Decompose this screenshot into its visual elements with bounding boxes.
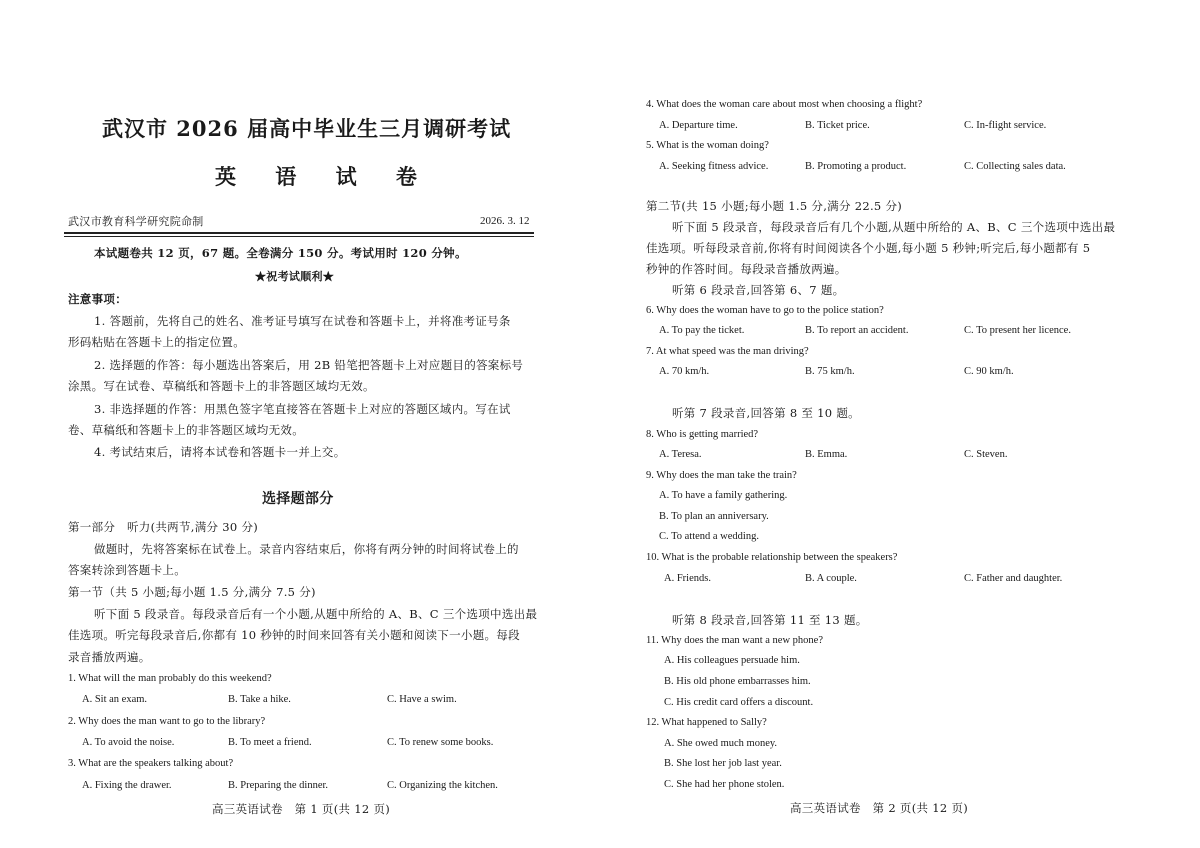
recording-cue: 听第 8 段录音,回答第 11 至 13 题。 [672, 613, 868, 627]
recording-cue: 听第 7 段录音,回答第 8 至 10 题。 [672, 406, 860, 420]
note-line: 4. 考试结束后，请将本试卷和答题卡一并上交。 [94, 445, 346, 459]
note-line: 3. 非选择题的作答：用黑色签字笔直接答在答题卡上对应的答题区域内。写在试 [94, 402, 511, 416]
option-a: A. Teresa. [659, 449, 702, 460]
page-footer: 高三英语试卷 第 2 页(共 12 页) [790, 801, 969, 815]
issuer: 武汉市教育科学研究院命制 [68, 215, 204, 228]
option-b: B. To meet a friend. [228, 737, 312, 748]
section2-heading: 第二节(共 15 小题;每小题 1.5 分,满分 22.5 分) [646, 199, 903, 213]
option-a: A. Friends. [664, 573, 711, 584]
option-b: B. Ticket price. [805, 120, 870, 131]
note-line: 1. 答题前，先将自己的姓名、准考证号填写在试卷和答题卡上，并将准考证号条 [94, 314, 511, 328]
section1-intro-line: 佳选项。听完每段录音后,你都有 10 秒钟的时间来回答有关小题和阅读下一小题。每段 [68, 628, 520, 642]
note-line: 形码粘贴在答题卡上的指定位置。 [68, 335, 245, 349]
question-4: 4. What does the woman care about most when choosing a flight? [646, 99, 923, 110]
option-b: B. A couple. [805, 573, 857, 584]
option-c: C. Collecting sales data. [964, 161, 1066, 172]
option-a: A. 70 km/h. [659, 366, 710, 377]
option-c: C. To attend a wedding. [659, 531, 759, 542]
option-b: B. She lost her job last year. [664, 758, 782, 769]
section2-intro-line: 听下面 5 段录音，每段录音后有几个小题,从题中所给的 A、B、C 三个选项中选出最 [672, 220, 1116, 234]
recording-cue: 听第 6 段录音,回答第 6、7 题。 [672, 283, 845, 297]
notes-heading: 注意事项： [68, 292, 127, 306]
option-c: C. Organizing the kitchen. [387, 780, 498, 791]
option-a: A. To have a family gathering. [659, 490, 788, 501]
option-c: C. To renew some books. [387, 737, 494, 748]
option-a: A. She owed much money. [664, 738, 778, 749]
question-2: 2. Why does the man want to go to the library? [68, 716, 266, 727]
section-title: 选择题部分 [262, 491, 334, 507]
option-a: A. Fixing the drawer. [82, 780, 172, 791]
exam-subtitle: 英 语 试 卷 [215, 164, 433, 189]
header-rule-thin [64, 236, 534, 237]
option-c: C. His credit card offers a discount. [664, 697, 814, 708]
section2-intro-line: 佳选项。听每段录音前,你将有时间阅读各个小题,每小题 5 秒钟;听完后,每小题都有 5 [646, 241, 1091, 255]
section1-intro-line: 录音播放两遍。 [68, 650, 151, 664]
good-luck-line: ★祝考试顺利★ [255, 270, 335, 283]
note-line: 涂黑。写在试卷、草稿纸和答题卡上的非答题区域均无效。 [68, 379, 375, 393]
note-line: 卷、草稿纸和答题卡上的非答题区域均无效。 [68, 423, 304, 437]
part1-intro-line: 做题时，先将答案标在试卷上。录音内容结束后，你将有两分钟的时间将试卷上的 [94, 542, 519, 556]
option-b: B. Take a hike. [228, 694, 291, 705]
question-9: 9. Why does the man take the train? [646, 470, 797, 481]
question-5: 5. What is the woman doing? [646, 140, 769, 151]
option-a: A. Seeking fitness advice. [659, 161, 769, 172]
option-c: C. To present her licence. [964, 325, 1071, 336]
section2-intro-line: 秒钟的作答时间。每段录音播放两遍。 [646, 262, 847, 276]
section1-heading: 第一节（共 5 小题;每小题 1.5 分,满分 7.5 分) [68, 585, 316, 599]
option-b: B. Emma. [805, 449, 848, 460]
part1-heading: 第一部分 听力(共两节,满分 30 分) [68, 520, 259, 534]
option-a: A. Sit an exam. [82, 694, 148, 705]
question-7: 7. At what speed was the man driving? [646, 346, 809, 357]
note-line: 2. 选择题的作答：每小题选出答案后，用 2B 铅笔把答题卡上对应题目的答案标号 [94, 358, 524, 372]
option-a: A. To pay the ticket. [659, 325, 745, 336]
page-2 [600, 0, 1200, 848]
question-3: 3. What are the speakers talking about? [68, 758, 234, 769]
section1-intro-line: 听下面 5 段录音。每段录音后有一个小题,从题中所给的 A、B、C 三个选项中选出最 [94, 607, 538, 621]
question-10: 10. What is the probable relationship between the speakers? [646, 552, 898, 563]
page-footer: 高三英语试卷 第 1 页(共 12 页) [212, 802, 391, 816]
option-a: A. Departure time. [659, 120, 738, 131]
option-c: C. 90 km/h. [964, 366, 1014, 377]
option-a: A. His colleagues persuade him. [664, 655, 800, 666]
option-b: B. 75 km/h. [805, 366, 855, 377]
header-rule [64, 232, 534, 234]
option-b: B. To plan an anniversary. [659, 511, 769, 522]
option-c: C. Have a swim. [387, 694, 457, 705]
option-c: C. In-flight service. [964, 120, 1047, 131]
question-6: 6. Why does the woman have to go to the police station? [646, 305, 884, 316]
option-c: C. Steven. [964, 449, 1008, 460]
question-11: 11. Why does the man want a new phone? [646, 635, 823, 646]
exam-date: 2026. 3. 12 [480, 215, 530, 227]
option-b: B. His old phone embarrasses him. [664, 676, 811, 687]
option-c: C. Father and daughter. [964, 573, 1063, 584]
question-12: 12. What happened to Sally? [646, 717, 767, 728]
part1-intro-line: 答案转涂到答题卡上。 [68, 563, 186, 577]
question-8: 8. Who is getting married? [646, 429, 759, 440]
option-c: C. She had her phone stolen. [664, 779, 785, 790]
option-a: A. To avoid the noise. [82, 737, 175, 748]
option-b: B. To report an accident. [805, 325, 909, 336]
option-b: B. Preparing the dinner. [228, 780, 329, 791]
exam-overview: 本试题卷共 12 页，67 题。全卷满分 150 分。考试用时 120 分钟。 [94, 246, 467, 260]
question-1: 1. What will the man probably do this weekend? [68, 673, 272, 684]
option-b: B. Promoting a product. [805, 161, 907, 172]
exam-title: 武汉市 2026 届高中毕业生三月调研考试 [102, 116, 512, 141]
